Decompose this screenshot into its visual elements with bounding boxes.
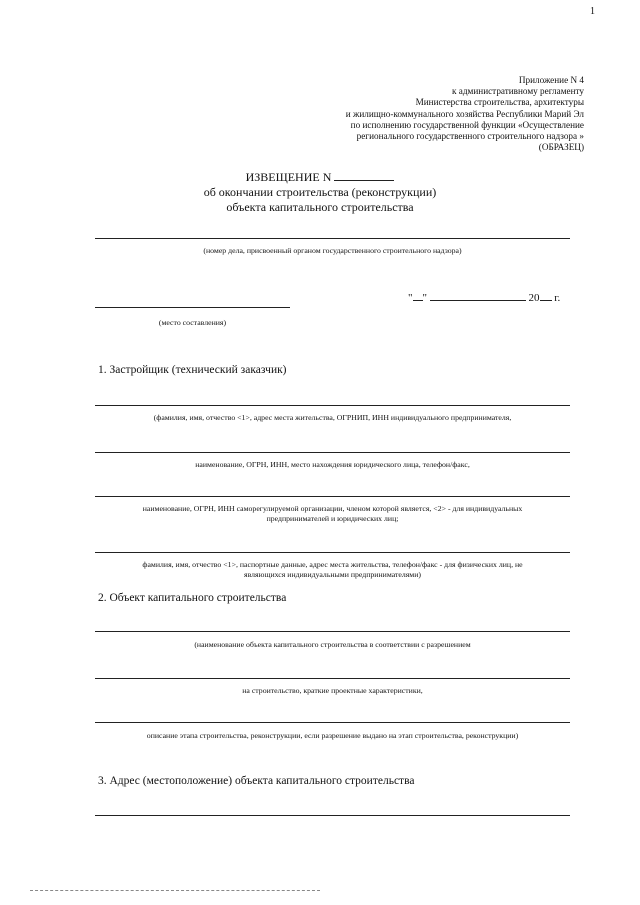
appendix-line: Министерства строительства, архитектуры xyxy=(415,97,584,108)
appendix-header xyxy=(264,75,584,153)
section3-line[interactable] xyxy=(95,815,570,816)
month-field[interactable] xyxy=(430,300,526,301)
section2-caption: (наименование объекта капитального строительства в соответствии с разрешением xyxy=(194,640,471,649)
page-number: 1 xyxy=(590,6,595,17)
section2-line[interactable] xyxy=(95,722,570,723)
section1-line[interactable] xyxy=(95,452,570,453)
section2-line[interactable] xyxy=(95,678,570,679)
section1-line[interactable] xyxy=(95,496,570,497)
title-line-1: ИЗВЕЩЕНИЕ N xyxy=(170,170,470,185)
notice-number-field[interactable] xyxy=(334,180,394,181)
date-field: " " 20 г. xyxy=(408,292,561,304)
title-line-2: об окончании строительства (реконструкции) xyxy=(203,185,437,199)
case-number-caption: (номер дела, присвоенный органом государственного строительного надзора) xyxy=(203,246,462,255)
appendix-line: по исполнению государственной функции «Осуществление xyxy=(350,119,584,130)
appendix-line: и жилищно-коммунального хозяйства Республики Марий Эл xyxy=(345,108,584,119)
title-line-3: объекта капитального строительства xyxy=(226,200,414,214)
appendix-line: регионального государственного строительного надзора » xyxy=(356,131,584,142)
section2-line[interactable] xyxy=(95,631,570,632)
document-title xyxy=(170,170,470,215)
place-caption: (место составления) xyxy=(158,318,227,327)
year-field[interactable] xyxy=(540,300,552,301)
section1-caption: (фамилия, имя, отчество <1>, адрес места жительства, ОГРНИП, ИНН индивидуального предпринимателя, xyxy=(153,413,512,422)
section1-caption: наименование, ОГРН, ИНН, место нахождения юридического лица, телефон/факс, xyxy=(195,460,470,469)
appendix-line: Приложение N 4 xyxy=(518,75,584,85)
section1-caption: фамилия, имя, отчество <1>, паспортные данные, адрес места жительства, телефон/факс - для физических лиц, не xyxy=(142,560,523,569)
case-number-line[interactable] xyxy=(95,238,570,239)
appendix-line: (ОБРАЗЕЦ) xyxy=(538,142,584,153)
appendix-line: к административному регламенту xyxy=(452,86,584,97)
section2-caption: описание этапа строительства, реконструкции, если разрешение выдано на этап строительства, реконструкции) xyxy=(146,731,519,740)
section1-caption: предпринимателей и юридических лиц; xyxy=(266,514,399,523)
section2-caption: на строительство, краткие проектные характеристики, xyxy=(242,686,423,695)
section3-heading: 3. Адрес (местоположение) объекта капитального строительства xyxy=(98,775,415,787)
section1-caption: наименование, ОГРН, ИНН саморегулируемой организации, членом которой является, <2> - для индивидуальных xyxy=(142,504,523,513)
section2-heading: 2. Объект капитального строительства xyxy=(98,592,287,604)
place-line[interactable] xyxy=(95,307,290,308)
footer-separator xyxy=(30,890,320,891)
section1-caption: являющихся индивидуальными предпринимателями) xyxy=(243,570,422,579)
section1-line[interactable] xyxy=(95,552,570,553)
section1-heading: 1. Застройщик (технический заказчик) xyxy=(98,364,287,376)
day-field[interactable] xyxy=(413,300,423,301)
section1-line[interactable] xyxy=(95,405,570,406)
